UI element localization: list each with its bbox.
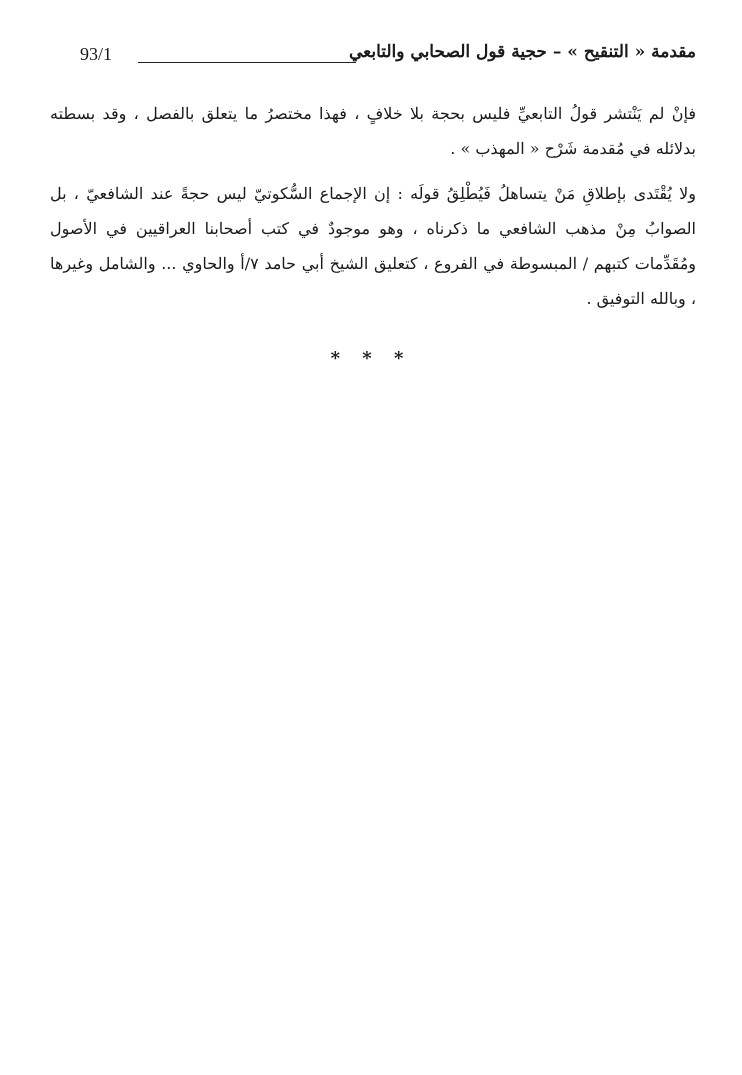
paragraph-2: ولا يُقْتَدى بإطلاقِ مَنْ يتساهلُ فَيُطْلِقُ قولَه : إن الإجماع السُّكوتيّ ليس حجةً عند الشافعيّ ، بل الصوابُ مِنْ مذهب الشافعي ما ذكرناه ، وهو موجودٌ في كتب أصحابنا العراقيين في الأصول ومُقَدِّمات كتبهم / المبسوطة في الفروع ، كتعليق الشيخ أبي حامد ٧/أ والحاوي ... والشامل وغيرها ، وبالله التوفيق . bbox=[50, 184, 696, 308]
page-number: 93/1 bbox=[80, 44, 113, 64]
header-title: مقدمة « التنقيح » – حجية قول الصحابي والتابعي bbox=[348, 42, 696, 62]
paragraph-1: فإنْ لم يَنْتشر قولُ التابعيِّ فليس بحجة بلا خلافٍ ، فهذا مختصرُ ما يتعلق بالفصل ، وقد بسطته بدلائله في مُقدمة شَرْح « المهذب » . bbox=[50, 104, 696, 158]
running-header bbox=[80, 38, 696, 72]
header-rule bbox=[138, 62, 356, 63]
section-separator: * * * bbox=[330, 348, 412, 369]
body-text bbox=[50, 96, 696, 316]
